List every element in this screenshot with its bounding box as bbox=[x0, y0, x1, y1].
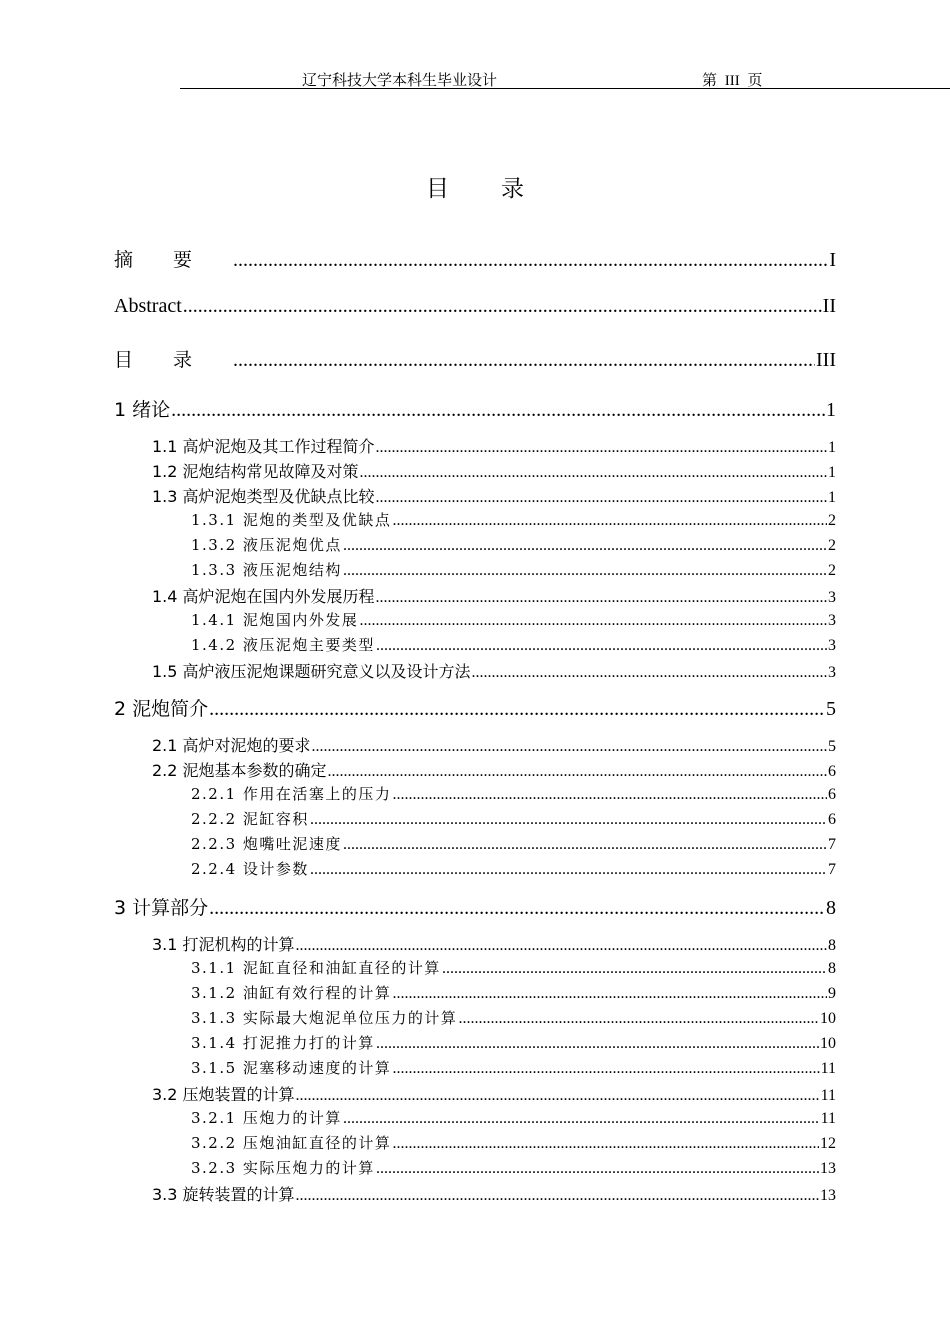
toc-entry-page: 13 bbox=[820, 1187, 836, 1204]
toc-entry-page: 10 bbox=[820, 1035, 836, 1052]
toc-entry[interactable] bbox=[114, 345, 836, 372]
toc-entry-page: III bbox=[816, 349, 836, 371]
toc-leader-dots bbox=[376, 637, 827, 655]
toc-entry-label: 3.1 打泥机构的计算 bbox=[152, 935, 295, 954]
toc-entry-label: 3.2.2 压炮油缸直径的计算 bbox=[191, 1134, 392, 1152]
toc-entry-label: 3.1.5 泥塞移动速度的计算 bbox=[191, 1059, 392, 1077]
toc-entry-label: 1.1 高炉泥炮及其工作过程简介 bbox=[152, 437, 375, 456]
toc-leader-dots bbox=[343, 836, 827, 854]
toc-entry-page: 3 bbox=[828, 589, 836, 606]
toc-entry-label: 3.1.3 实际最大炮泥单位压力的计算 bbox=[191, 1009, 458, 1027]
toc-entry[interactable] bbox=[191, 833, 836, 854]
toc-entry-label: 1.5 高炉液压泥炮课题研究意义以及设计方法 bbox=[152, 662, 471, 681]
toc-entry-label: Abstract bbox=[114, 295, 182, 317]
toc-leader-dots bbox=[442, 960, 827, 978]
toc-leader-dots bbox=[392, 1135, 819, 1153]
toc-entry[interactable] bbox=[191, 1007, 836, 1028]
toc-leader-dots bbox=[376, 1035, 819, 1053]
toc-leader-dots bbox=[392, 985, 827, 1003]
toc-entry-page: 11 bbox=[820, 1060, 836, 1077]
page-header bbox=[180, 68, 950, 89]
toc-entry[interactable] bbox=[114, 295, 836, 318]
toc-leader-dots bbox=[310, 811, 827, 829]
toc-entry[interactable] bbox=[191, 509, 836, 530]
toc-entry-page: 10 bbox=[820, 1010, 836, 1027]
toc-leader-dots bbox=[376, 489, 827, 507]
toc-entry[interactable] bbox=[191, 808, 836, 829]
toc-entry-page: 5 bbox=[826, 698, 836, 720]
toc-entry-page: 3 bbox=[828, 637, 836, 654]
toc-entry[interactable] bbox=[191, 559, 836, 580]
toc-entry-label: 2.1 高炉对泥炮的要求 bbox=[152, 736, 311, 755]
toc-leader-dots bbox=[209, 698, 825, 721]
toc-leader-dots bbox=[209, 897, 825, 920]
toc-entry[interactable] bbox=[191, 534, 836, 555]
toc-entry-page: 2 bbox=[828, 562, 836, 579]
toc-entry-label: 3.2.3 实际压炮力的计算 bbox=[191, 1159, 375, 1177]
toc-entry-label: 1.3.3 液压泥炮结构 bbox=[191, 561, 342, 579]
page-title: 目录 bbox=[426, 176, 576, 202]
toc-entry-page: 12 bbox=[820, 1135, 836, 1152]
toc-entry-page: 5 bbox=[828, 738, 836, 755]
toc-entry-page: 6 bbox=[828, 786, 836, 803]
toc-entry-page: 8 bbox=[828, 937, 836, 954]
toc-leader-dots bbox=[233, 349, 815, 372]
toc-leader-dots bbox=[392, 786, 827, 804]
toc-leader-dots bbox=[343, 562, 827, 580]
toc-entry-page: 6 bbox=[828, 811, 836, 828]
toc-entry-label: 1.3.1 泥炮的类型及优缺点 bbox=[191, 511, 392, 529]
toc-leader-dots bbox=[343, 1110, 820, 1128]
toc-entry-label: 摘要 bbox=[114, 249, 233, 271]
toc-leader-dots bbox=[233, 249, 828, 272]
toc-entry-page: 1 bbox=[828, 464, 836, 481]
toc-entry-page: I bbox=[829, 249, 836, 271]
toc-leader-dots bbox=[360, 464, 827, 482]
toc-leader-dots bbox=[328, 763, 827, 781]
toc-entry-label: 2.2.1 作用在活塞上的压力 bbox=[191, 785, 392, 803]
toc-leader-dots bbox=[183, 295, 822, 318]
toc-leader-dots bbox=[376, 439, 827, 457]
toc-entry-label: 1.3 高炉泥炮类型及优缺点比较 bbox=[152, 487, 375, 506]
toc-entry-label: 3 计算部分 bbox=[114, 897, 209, 919]
toc-leader-dots bbox=[312, 738, 827, 756]
toc-entry[interactable] bbox=[152, 584, 836, 607]
toc-entry-page: 1 bbox=[828, 439, 836, 456]
toc-entry[interactable] bbox=[191, 957, 836, 978]
toc-leader-dots bbox=[296, 1087, 820, 1105]
toc-entry-page: 2 bbox=[828, 537, 836, 554]
toc-leader-dots bbox=[392, 1060, 819, 1078]
toc-entry-label: 3.1.1 泥缸直径和油缸直径的计算 bbox=[191, 959, 441, 977]
toc-entry-label: 2 泥炮简介 bbox=[114, 698, 209, 720]
toc-leader-dots bbox=[472, 664, 827, 682]
toc-entry[interactable] bbox=[114, 395, 836, 422]
toc-leader-dots bbox=[310, 861, 827, 879]
toc-leader-dots bbox=[458, 1010, 819, 1028]
toc-entry-label: 1.4.1 泥炮国内外发展 bbox=[191, 611, 359, 629]
toc-entry-label: 1 绪论 bbox=[114, 399, 171, 421]
toc-entry[interactable] bbox=[114, 245, 836, 272]
toc-entry-page: 11 bbox=[820, 1110, 836, 1127]
toc-entry-label: 3.2.1 压炮力的计算 bbox=[191, 1109, 342, 1127]
toc-leader-dots bbox=[171, 399, 825, 422]
toc-entry[interactable] bbox=[114, 694, 836, 721]
toc-entry-page: II bbox=[822, 295, 836, 317]
toc-entry-page: 3 bbox=[828, 664, 836, 681]
toc-leader-dots bbox=[376, 1160, 819, 1178]
toc-entry-label: 2.2 泥炮基本参数的确定 bbox=[152, 761, 327, 780]
toc-entry-page: 9 bbox=[828, 985, 836, 1002]
toc-entry[interactable] bbox=[152, 733, 836, 756]
toc-entry[interactable] bbox=[152, 1182, 836, 1205]
toc-entry-label: 1.2 泥炮结构常见故障及对策 bbox=[152, 462, 359, 481]
toc-entry[interactable] bbox=[152, 659, 836, 682]
toc-entry-page: 1 bbox=[826, 399, 836, 421]
toc-entry-page: 3 bbox=[828, 612, 836, 629]
toc-leader-dots bbox=[296, 1187, 819, 1205]
header-page-number: 第 III 页 bbox=[702, 73, 763, 89]
toc-entry-label: 1.4.2 液压泥炮主要类型 bbox=[191, 636, 375, 654]
toc-entry[interactable] bbox=[191, 1032, 836, 1053]
toc-entry-label: 3.2 压炮装置的计算 bbox=[152, 1085, 295, 1104]
toc-entry-label: 1.4 高炉泥炮在国内外发展历程 bbox=[152, 587, 375, 606]
toc-entry[interactable] bbox=[191, 858, 836, 879]
toc-entry-label: 3.1.4 打泥推力打的计算 bbox=[191, 1034, 375, 1052]
toc-entry[interactable] bbox=[152, 932, 836, 955]
toc-leader-dots bbox=[376, 589, 827, 607]
toc-entry-label: 目录 bbox=[114, 349, 233, 371]
toc-entry-page: 8 bbox=[826, 897, 836, 919]
toc-entry[interactable] bbox=[191, 982, 836, 1003]
toc-entry[interactable] bbox=[191, 783, 836, 804]
toc-entry-page: 1 bbox=[828, 489, 836, 506]
toc-entry-label: 3.3 旋转装置的计算 bbox=[152, 1185, 295, 1204]
toc-entry[interactable] bbox=[152, 758, 836, 781]
toc-leader-dots bbox=[392, 512, 827, 530]
toc-entry[interactable] bbox=[191, 634, 836, 655]
toc-leader-dots bbox=[359, 612, 827, 630]
toc-entry-label: 2.2.2 泥缸容积 bbox=[191, 810, 309, 828]
toc-entry-page: 7 bbox=[828, 836, 836, 853]
toc-entry-page: 8 bbox=[828, 960, 836, 977]
toc-entry[interactable] bbox=[191, 1057, 836, 1078]
toc-entry-label: 1.3.2 液压泥炮优点 bbox=[191, 536, 342, 554]
toc-entry-page: 13 bbox=[820, 1160, 836, 1177]
toc-entry-page: 11 bbox=[820, 1087, 836, 1104]
toc-leader-dots bbox=[343, 537, 827, 555]
toc-entry-page: 2 bbox=[828, 512, 836, 529]
toc-entry-label: 2.2.3 炮嘴吐泥速度 bbox=[191, 835, 342, 853]
toc-entry-page: 6 bbox=[828, 763, 836, 780]
toc-entry[interactable] bbox=[152, 1082, 836, 1105]
toc-entry[interactable] bbox=[114, 893, 836, 920]
toc-entry-label: 2.2.4 设计参数 bbox=[191, 860, 309, 878]
toc-entry[interactable] bbox=[152, 484, 836, 507]
toc-entry[interactable] bbox=[191, 1107, 836, 1128]
toc-entry[interactable] bbox=[191, 1132, 836, 1153]
toc-entry-page: 7 bbox=[828, 861, 836, 878]
toc-entry-label: 3.1.2 油缸有效行程的计算 bbox=[191, 984, 392, 1002]
toc-entry[interactable] bbox=[152, 434, 836, 457]
toc-leader-dots bbox=[296, 937, 827, 955]
toc-entry[interactable] bbox=[152, 459, 836, 482]
toc-entry[interactable] bbox=[191, 609, 836, 630]
toc-entry[interactable] bbox=[191, 1157, 836, 1178]
header-school-name: 辽宁科技大学本科生毕业设计 bbox=[302, 73, 498, 89]
